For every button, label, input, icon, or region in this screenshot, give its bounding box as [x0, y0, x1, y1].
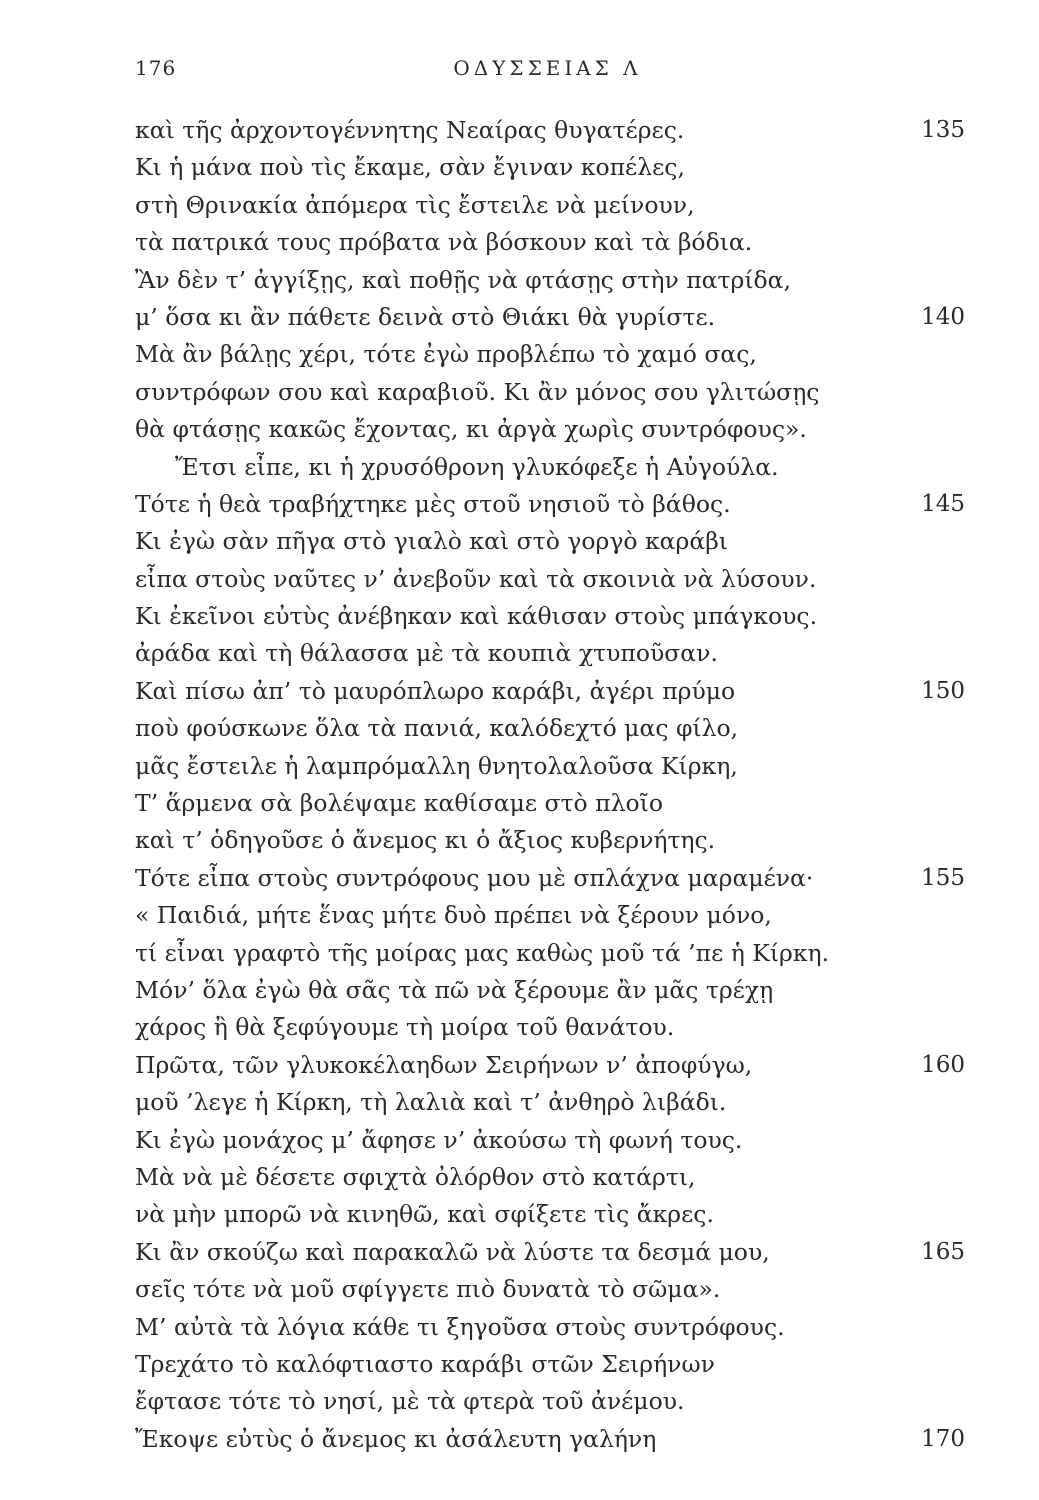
verse-text: νὰ μὴν μπορῶ νὰ κινηθῶ, καὶ σφίξετε τὶς ἄκρες.: [135, 1200, 714, 1229]
verse-text: Κι ἡ μάνα ποὺ τὶς ἔκαμε, σὰν ἔγιναν κοπέλες,: [135, 153, 685, 182]
verse-line: [135, 1421, 965, 1458]
verse-text: Ἔτσι εἶπε, κι ἡ χρυσόθρονη γλυκόφεξε ἡ Αὐγούλα.: [175, 452, 779, 481]
line-number: 135: [921, 117, 965, 143]
verse-line: [135, 1159, 965, 1196]
verse-text: συντρόφων σου καὶ καραβιοῦ. Κι ἂν μόνος σου γλιτώσῃς: [135, 377, 820, 406]
verse-line: [135, 1047, 965, 1084]
verse-text: ἀράδα καὶ τὴ θάλασσα μὲ τὰ κουπιὰ χτυποῦσαν.: [135, 639, 718, 668]
verse-line: [135, 822, 965, 859]
verse-text: ποὺ φούσκωνε ὅλα τὰ πανιά, καλόδεχτό μας φίλο,: [135, 714, 739, 743]
verse-line: [135, 860, 965, 897]
verse-text: μ’ ὅσα κι ἂν πάθετε δεινὰ στὸ Θιάκι θὰ γυρίστε.: [135, 302, 716, 331]
verse-line: [135, 1271, 965, 1308]
verse-line: [135, 149, 965, 186]
verse-line: [135, 1309, 965, 1346]
verse-text: καὶ τ’ ὁδηγοῦσε ὁ ἄνεμος κι ὁ ἄξιος κυβερνήτης.: [135, 826, 716, 855]
verse-text: Τότε εἶπα στοὺς συντρόφους μου μὲ σπλάχνα μαραμένα·: [135, 863, 814, 892]
verse-text: Μ’ αὐτὰ τὰ λόγια κάθε τι ξηγοῦσα στοὺς συντρόφους.: [135, 1312, 785, 1341]
verse-text: « Παιδιά, μήτε ἕνας μήτε δυὸ πρέπει νὰ ξέρουν μόνο,: [135, 901, 772, 930]
verse-text: τὰ πατρικά τους πρόβατα νὰ βόσκουν καὶ τὰ βόδια.: [135, 228, 753, 257]
running-title: ΟΔΥΣΣΕΙΑΣ Λ: [453, 56, 642, 80]
verse-line: [135, 748, 965, 785]
verse-text: τί εἶναι γραφτὸ τῆς μοίρας μας καθὼς μοῦ τά ’πε ἡ Κίρκη.: [135, 938, 830, 967]
verse-line: [135, 935, 965, 972]
verse-line: [135, 710, 965, 747]
verse-text: καὶ τῆς ἀρχοντογέννητης Νεαίρας θυγατέρες.: [135, 116, 685, 144]
line-number: 165: [921, 1238, 965, 1265]
verse-text: Κι ἂν σκούζω καὶ παρακαλῶ νὰ λύστε τα δεσμά μου,: [135, 1237, 770, 1266]
verse-text: Τρεχάτο τὸ καλόφτιαστο καράβι στῶν Σειρήνων: [135, 1349, 715, 1378]
verse-text: Μόν’ ὅλα ἐγὼ θὰ σᾶς τὰ πῶ νὰ ξέρουμε ἂν μᾶς τρέχῃ: [135, 975, 774, 1004]
verse-text: στὴ Θρινακία ἀπόμερα τὶς ἔστειλε νὰ μείνουν,: [135, 190, 695, 219]
verse-line: [135, 1196, 965, 1233]
verse-line: [135, 449, 965, 486]
verse-line: [135, 1383, 965, 1420]
line-number: 150: [921, 677, 965, 704]
verse-text: ἔφτασε τότε τὸ νησί, μὲ τὰ φτερὰ τοῦ ἀνέμου.: [135, 1387, 685, 1416]
verse-line: [135, 635, 965, 672]
verse-line: [135, 187, 965, 224]
verse-text: μοῦ ’λεγε ἡ Κίρκη, τὴ λαλιὰ καὶ τ’ ἀνθηρὸ λιβάδι.: [135, 1088, 727, 1117]
verse-line: [135, 262, 965, 299]
verse-line: [135, 897, 965, 934]
verse-line: [135, 1346, 965, 1383]
verse-text: χάρος ἢ θὰ ξεφύγουμε τὴ μοίρα τοῦ θανάτου.: [135, 1013, 675, 1042]
verse-text: Καὶ πίσω ἀπ’ τὸ μαυρόπλωρο καράβι, ἀγέρι πρύμο: [135, 676, 736, 705]
verse-text: Κι ἐγὼ μονάχος μ’ ἄφησε ν’ ἀκούσω τὴ φωνή τους.: [135, 1125, 743, 1154]
verse-line: [135, 561, 965, 598]
verse-text: Τότε ἡ θεὰ τραβήχτηκε μὲς στοῦ νησιοῦ τὸ βάθος.: [135, 489, 731, 518]
line-number: 140: [921, 303, 965, 330]
page-number: 176: [135, 56, 177, 80]
verse-line: [135, 374, 965, 411]
verse-line: [135, 486, 965, 523]
verse-text: Κι ἐγὼ σὰν πῆγα στὸ γιαλὸ καὶ στὸ γοργὸ καράβι: [135, 527, 729, 556]
verse-text: εἶπα στοὺς ναῦτες ν’ ἀνεβοῦν καὶ τὰ σκοινιὰ νὰ λύσουν.: [135, 564, 817, 593]
verse-text: Τ’ ἅρμενα σὰ βολέψαμε καθίσαμε στὸ πλοῖο: [135, 789, 664, 818]
line-number: 145: [921, 490, 965, 517]
verse-line: [135, 1084, 965, 1121]
verse-text: θὰ φτάσῃς κακῶς ἔχοντας, κι ἀργὰ χωρὶς συντρόφους».: [135, 415, 807, 444]
verse-line: [135, 336, 965, 373]
verse-text: Ἂν δὲν τ’ ἀγγίξῃς, καὶ ποθῇς νὰ φτάσῃς στὴν πατρίδα,: [135, 265, 792, 294]
verse-text: μᾶς ἔστειλε ἡ λαμπρόμαλλη θνητολαλοῦσα Κίρκη,: [135, 751, 738, 780]
verse-line: [135, 972, 965, 1009]
verse-text: Πρῶτα, τῶν γλυκοκέλαηδων Σειρήνων ν’ ἀποφύγω,: [135, 1050, 753, 1079]
verse-line: [135, 1009, 965, 1046]
verse-text: Ἔκοψε εὐτὺς ὁ ἄνεμος κι ἀσάλευτη γαλήνη: [135, 1424, 657, 1453]
line-number: 160: [921, 1051, 965, 1078]
verse-line: [135, 785, 965, 822]
verse-line: [135, 411, 965, 448]
verse-block: [135, 112, 965, 1458]
verse-text: σεῖς τότε νὰ μοῦ σφίγγετε πιὸ δυνατὰ τὸ σῶμα».: [135, 1275, 721, 1304]
verse-line: [135, 1234, 965, 1271]
verse-line: [135, 598, 965, 635]
line-number: 170: [921, 1425, 965, 1452]
page-header: [135, 56, 960, 86]
verse-text: Μὰ νὰ μὲ δέσετε σφιχτὰ ὀλόρθον στὸ κατάρτι,: [135, 1162, 696, 1191]
verse-text: Κι ἐκεῖνοι εὐτὺς ἀνέβηκαν καὶ κάθισαν στοὺς μπάγκους.: [135, 602, 818, 631]
verse-line: [135, 112, 965, 149]
verse-line: [135, 224, 965, 261]
verse-line: [135, 673, 965, 710]
verse-line: [135, 1122, 965, 1159]
verse-text: Μὰ ἂν βάλῃς χέρι, τότε ἐγὼ προβλέπω τὸ χαμό σας,: [135, 340, 757, 369]
verse-line: [135, 299, 965, 336]
verse-line: [135, 523, 965, 560]
line-number: 155: [921, 864, 965, 891]
